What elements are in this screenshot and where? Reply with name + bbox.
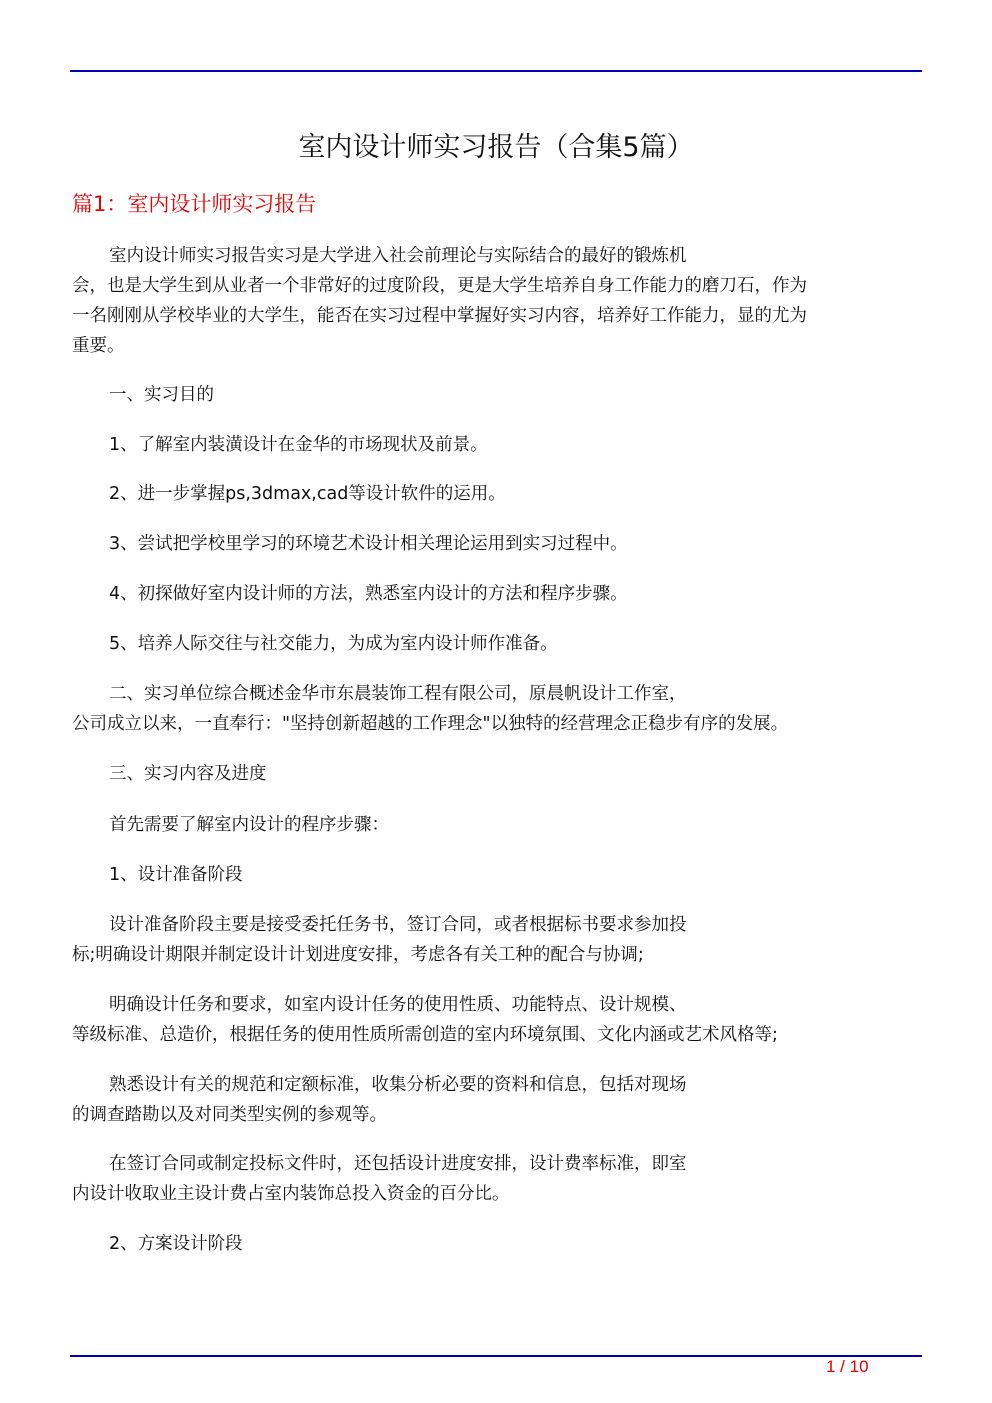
- paragraph: [72, 1149, 932, 1209]
- paragraph: [72, 990, 932, 1050]
- paragraph-line: 一、实习目的: [109, 385, 214, 405]
- paragraph-line: 1、设计准备阶段: [109, 865, 243, 885]
- paragraph-line: 2、进一步掌握ps,3dmax,cad等设计软件的运用。: [109, 484, 506, 504]
- paragraph-line: 明确设计任务和要求，如室内设计任务的使用性质、功能特点、设计规模、: [109, 995, 687, 1015]
- paragraph-line: 设计准备阶段主要是接受委托任务书，签订合同，或者根据标书要求参加投: [109, 915, 687, 935]
- paragraph-line: 三、实习内容及进度: [109, 764, 267, 784]
- paragraph-line: 在签订合同或制定投标文件时，还包括设计进度安排，设计费率标准，即室: [109, 1154, 687, 1174]
- paragraph: [72, 579, 932, 609]
- paragraph-line: 一名刚刚从学校毕业的大学生，能否在实习过程中掌握好实习内容，培养好工作能力，显的尤为: [72, 306, 807, 326]
- section-heading: 篇1：室内设计师实习报告: [72, 192, 317, 216]
- paragraph-line: 会，也是大学生到从业者一个非常好的过度阶段，更是大学生培养自身工作能力的磨刀石，作为: [72, 276, 807, 296]
- paragraph-line: 的调查踏勘以及对同类型实例的参观等。: [72, 1105, 387, 1125]
- footer-rule: [70, 1355, 922, 1357]
- paragraph-line: 标;明确设计期限并制定设计计划进度安排，考虑各有关工种的配合与协调;: [72, 945, 644, 965]
- paragraph: [72, 241, 932, 361]
- paragraph-line: 等级标准、总造价，根据任务的使用性质所需创造的室内环境氛围、文化内涵或艺术风格等;: [72, 1025, 778, 1045]
- paragraph: [72, 479, 932, 509]
- header-rule: [70, 70, 922, 72]
- page-number: 1 / 10: [826, 1357, 869, 1376]
- paragraph-line: 公司成立以来，一直奉行："坚持创新超越的工作理念"以独特的经营理念正稳步有序的发展。: [72, 714, 789, 734]
- paragraph: [72, 430, 932, 460]
- paragraph: [72, 679, 932, 739]
- paragraph: [72, 1229, 932, 1259]
- paragraph-line: 首先需要了解室内设计的程序步骤：: [109, 815, 389, 835]
- paragraph: [72, 910, 932, 970]
- paragraph: [72, 759, 932, 789]
- paragraph: [72, 529, 932, 559]
- paragraph-line: 熟悉设计有关的规范和定额标准，收集分析必要的资料和信息，包括对现场: [109, 1075, 687, 1095]
- paragraph-line: 5、培养人际交往与社交能力，为成为室内设计师作准备。: [109, 634, 558, 654]
- paragraph-line: 室内设计师实习报告实习是大学进入社会前理论与实际结合的最好的锻炼机: [109, 246, 687, 266]
- paragraph-line: 二、实习单位综合概述金华市东晨装饰工程有限公司，原晨帆设计工作室，: [109, 684, 687, 704]
- paragraph-line: 1、了解室内装潢设计在金华的市场现状及前景。: [109, 435, 488, 455]
- paragraph-line: 重要。: [72, 336, 125, 356]
- paragraph: [72, 810, 932, 840]
- paragraph-line: 4、初探做好室内设计师的方法，熟悉室内设计的方法和程序步骤。: [109, 584, 628, 604]
- document-title: 室内设计师实习报告（合集5篇）: [298, 132, 694, 163]
- paragraph-line: 内设计收取业主设计费占室内装饰总投入资金的百分比。: [72, 1184, 510, 1204]
- paragraph: [72, 629, 932, 659]
- paragraph: [72, 1070, 932, 1130]
- paragraph-line: 3、尝试把学校里学习的环境艺术设计相关理论运用到实习过程中。: [109, 534, 628, 554]
- paragraph-line: 2、方案设计阶段: [109, 1234, 243, 1254]
- paragraph: [72, 860, 932, 890]
- paragraph: [72, 380, 932, 410]
